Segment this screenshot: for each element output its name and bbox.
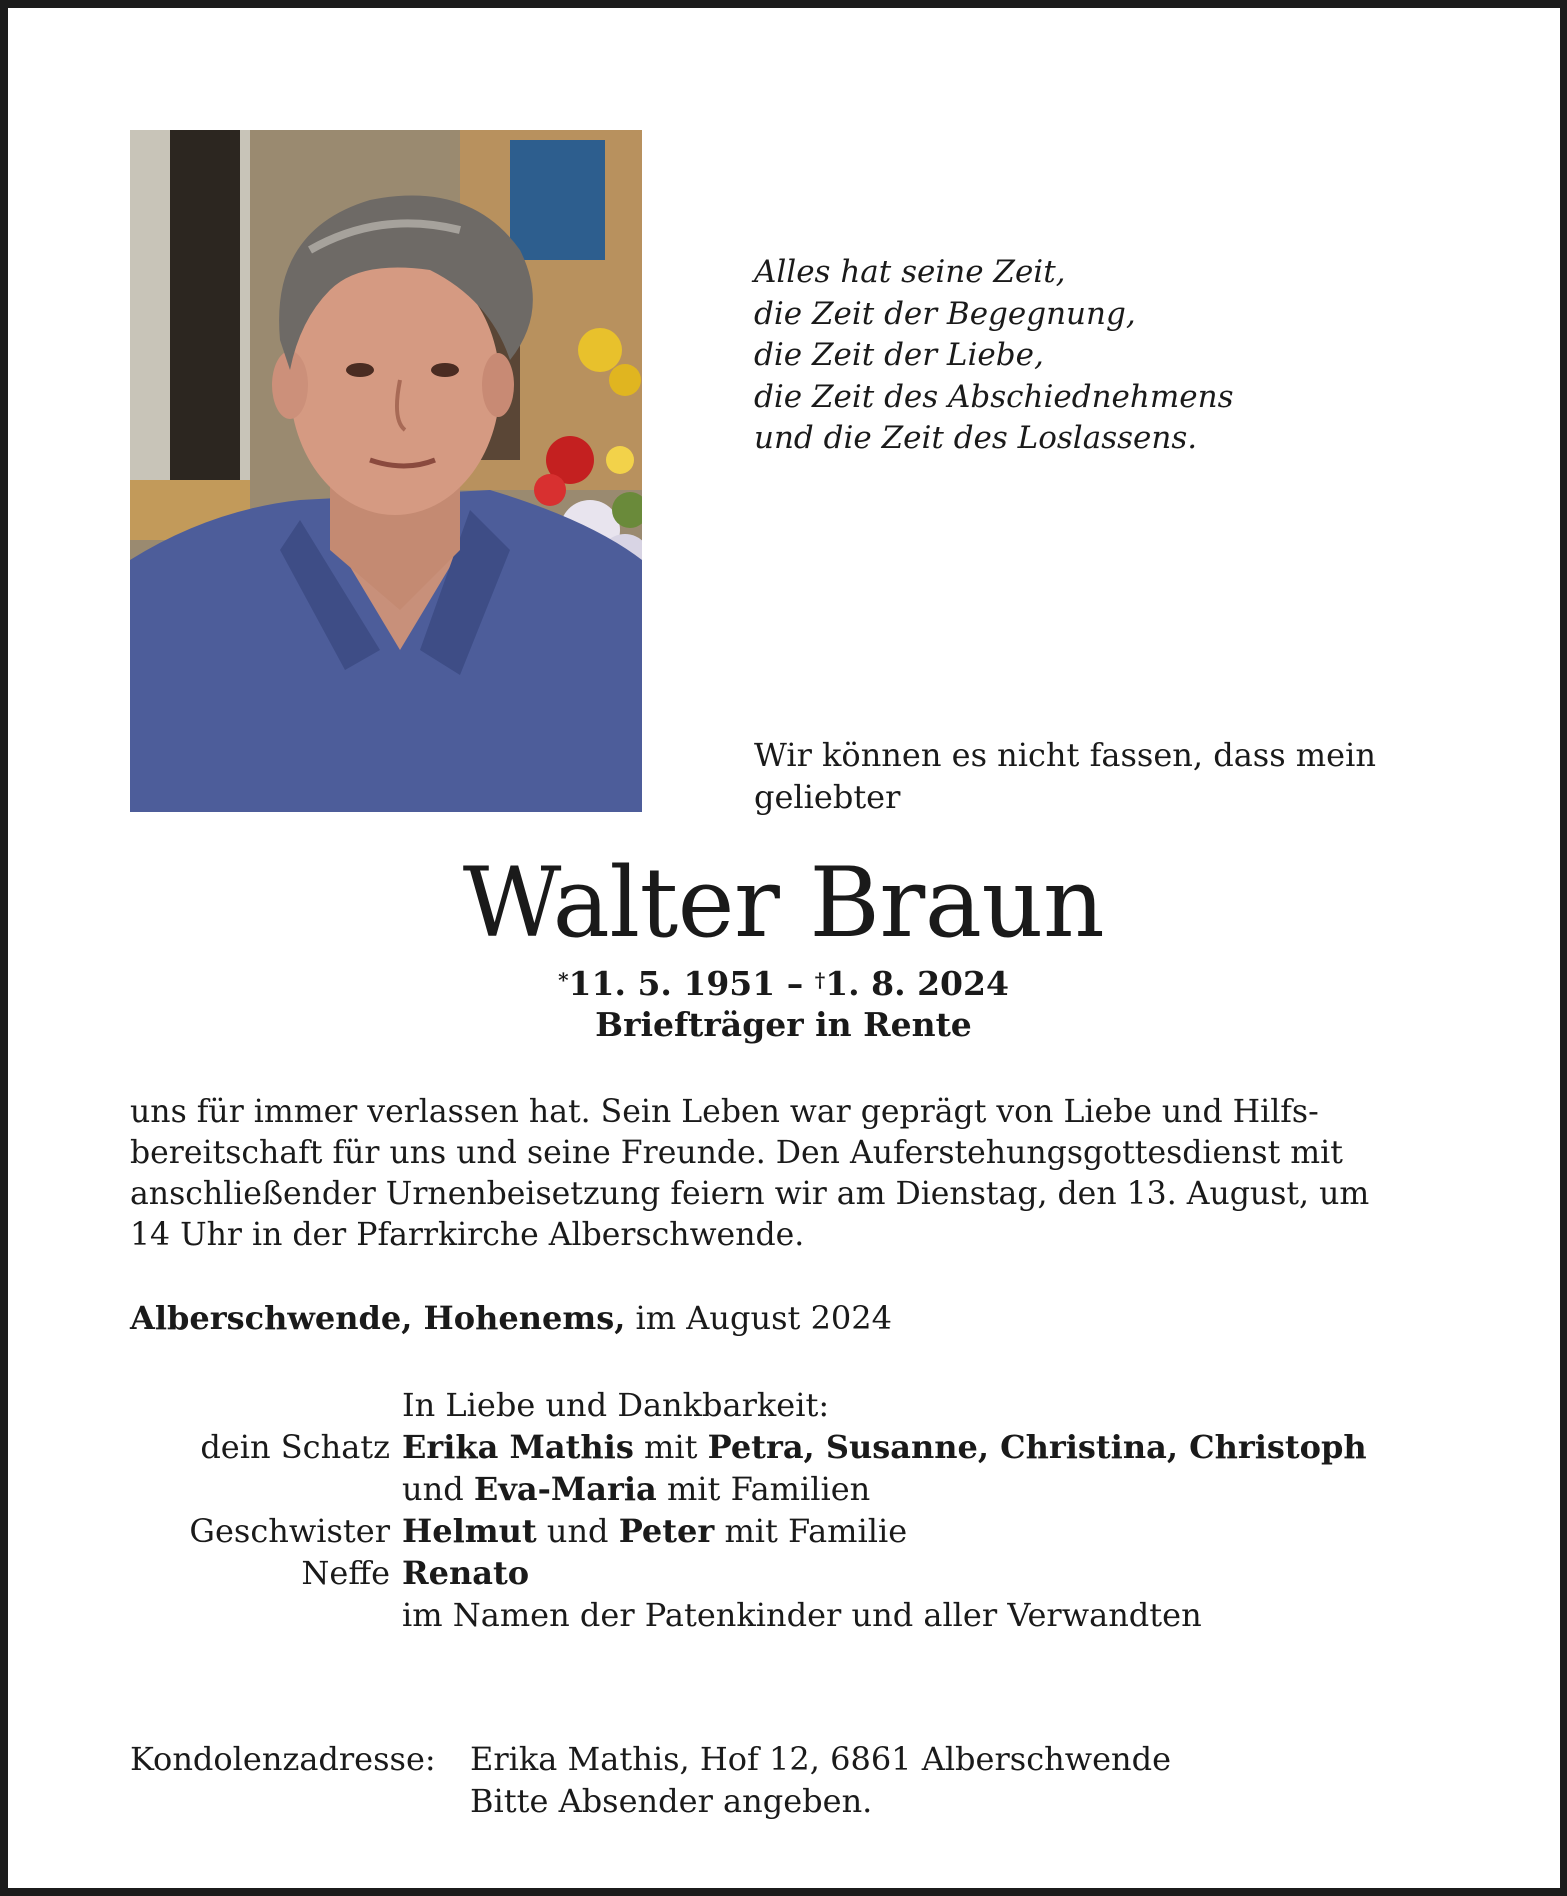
birth-date: 11. 5. 1951 [568,964,776,1003]
mourner-row-partner [130,1426,1367,1468]
connector: mit [633,1428,708,1466]
places: Alberschwende, Hohenems, [130,1299,626,1337]
portrait-photo [130,130,642,812]
intro-text [754,734,1376,818]
poem-line: die Zeit der Begegnung, [754,295,1136,332]
closing-line: im Namen der Patenkinder und aller Verwandten [402,1596,1202,1634]
death-symbol: † [814,968,826,992]
children-names: Petra, Susanne, Christina, Christoph [707,1428,1367,1466]
intro-line: geliebter [754,778,901,816]
mourner-row-closing [130,1594,1367,1636]
partner-name: Erika Mathis [402,1428,634,1466]
child-name: Eva-Maria [473,1470,657,1508]
sibling-name: Helmut [402,1512,537,1550]
mourner-row-siblings [130,1510,1367,1552]
condolence-label: Kondolenzadresse: [130,1740,436,1778]
connector: und [402,1470,474,1508]
life-dates [0,964,1567,1004]
mourners-heading: In Liebe und Dankbarkeit: [402,1386,830,1424]
announcement-body [130,1092,1369,1256]
mourners-list [130,1384,1367,1636]
relation-label: Geschwister [189,1512,390,1550]
families-note: mit Familien [656,1470,871,1508]
month-year: im August 2024 [625,1299,892,1337]
date-separator: – [775,964,815,1003]
condolence-address [130,1738,1171,1822]
poem-line: und die Zeit des Loslassens. [754,420,1198,456]
portrait-image [130,130,642,812]
poem-line: die Zeit der Liebe, [754,337,1044,373]
body-line: anschließender Urnenbeisetzung feiern wir am Dienstag, den 13. August, um [130,1176,1370,1212]
mourners-heading-row [130,1384,1367,1426]
poem-line: Alles hat seine Zeit, [754,254,1066,290]
deceased-name: Walter Braun [462,847,1105,959]
intro-line: Wir können es nicht fassen, dass mein [754,736,1376,774]
condolence-note: Bitte Absender angeben. [470,1782,873,1820]
occupation: Briefträger in Rente [595,1005,972,1044]
place-date [130,1297,892,1339]
relation-label: dein Schatz [200,1428,390,1466]
nephew-name: Renato [402,1554,530,1592]
connector: und [536,1512,619,1550]
death-date: 1. 8. 2024 [825,964,1009,1003]
body-line: 14 Uhr in der Pfarrkirche Alberschwende. [130,1217,805,1253]
mourner-row-nephew [130,1552,1367,1594]
condolence-address-text: Erika Mathis, Hof 12, 6861 Alberschwende [470,1740,1172,1778]
poem-line: die Zeit des Abschiednehmens [754,378,1234,415]
family-note: mit Familie [714,1512,908,1550]
sibling-name: Peter [618,1512,715,1550]
poem [754,252,1234,460]
body-line: uns für immer verlassen hat. Sein Leben war geprägt von Liebe und Hilfs- [130,1094,1319,1130]
birth-symbol: * [558,968,569,992]
body-line: bereitschaft für uns und seine Freunde. Den Auferstehungsgottesdienst mit [130,1135,1343,1171]
mourner-row-children [130,1468,1367,1510]
relation-label: Neffe [301,1554,390,1592]
